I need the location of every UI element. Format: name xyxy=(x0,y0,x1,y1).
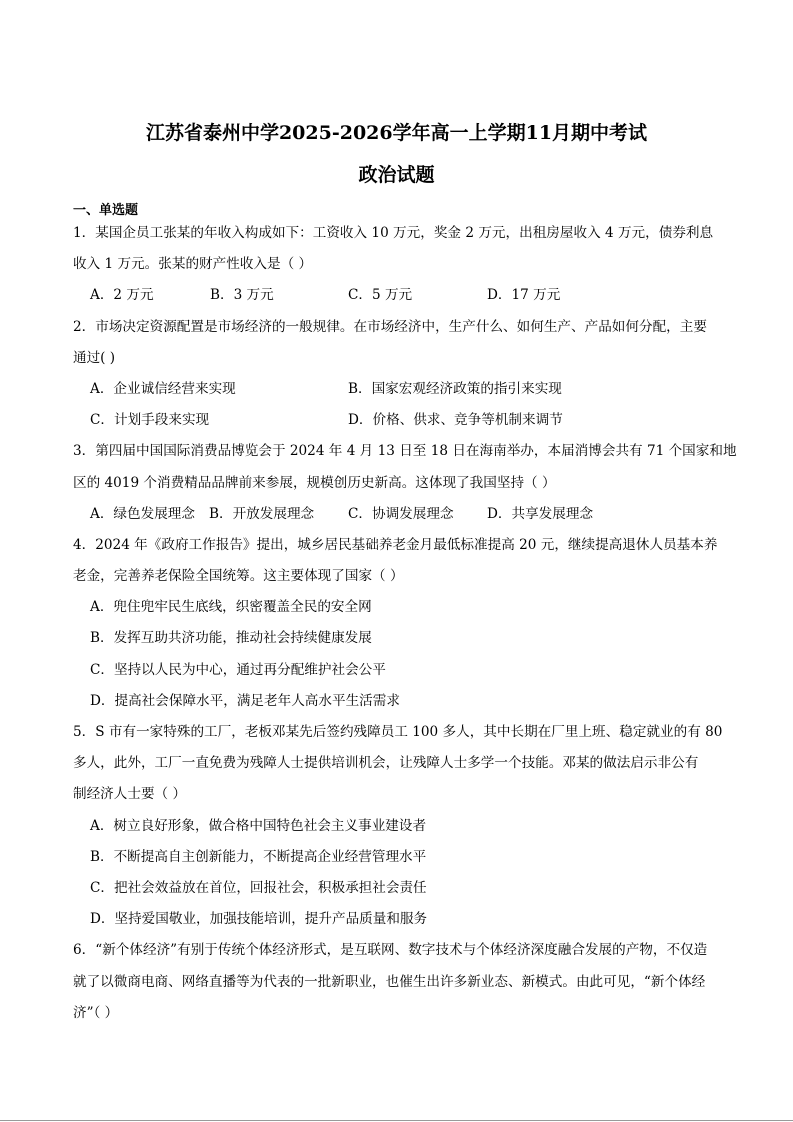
option-A: A．树立良好形象，做合格中国特色社会主义事业建设者 xyxy=(90,817,427,834)
option-C: C．把社会效益放在首位，回报社会，积极承担社会责任 xyxy=(90,879,427,896)
question-2 xyxy=(73,312,723,437)
page-bottom-rule xyxy=(0,1120,793,1121)
option-A: A．企业诚信经营来实现 xyxy=(90,380,236,397)
option-B: B．国家宏观经济政策的指引来实现 xyxy=(348,380,562,397)
question-stem-line: 通过( ) xyxy=(73,349,116,366)
options-row xyxy=(73,811,723,842)
exam-subtitle: 政治试题 xyxy=(358,164,435,186)
options-row xyxy=(73,499,723,530)
question-list xyxy=(73,218,737,1029)
question-stem-line: 1．某国企员工张某的年收入构成如下：工资收入 10 万元，奖金 2 万元，出租房屋收入 4 万元，债券利息 xyxy=(73,225,714,241)
option-B: B．不断提高自主创新能力，不断提高企业经营管理水平 xyxy=(90,848,427,865)
option-B: B．开放发展理念 xyxy=(209,505,315,522)
options-row xyxy=(73,686,723,717)
options-row xyxy=(73,374,723,405)
options-row xyxy=(73,405,723,436)
options-row xyxy=(73,873,723,904)
option-C: C．5 万元 xyxy=(348,287,413,304)
question-stem-line: 老金，完善养老保险全国统筹。这主要体现了国家（ ） xyxy=(73,568,404,585)
section-heading: 一、单选题 xyxy=(73,203,139,218)
option-A: A．兜住兜牢民生底线，织密覆盖全民的安全网 xyxy=(90,599,372,616)
option-D: D．提高社会保障水平，满足老年人高水平生活需求 xyxy=(90,692,400,709)
question-stem-line: 多人，此外，工厂一直免费为残障人士提供培训机会，让残障人士多学一个技能。邓某的做法启示非公有 xyxy=(73,755,699,772)
options-row xyxy=(73,842,723,873)
question-stem-line: 6．“新个体经济”有别于传统个体经济形式，是互联网、数字技术与个体经济深度融合发展的产物，不仅造 xyxy=(73,942,708,959)
option-C: C．协调发展理念 xyxy=(348,505,454,522)
question-stem-line: 2．市场决定资源配置是市场经济的一般规律。在市场经济中，生产什么、如何生产、产品如何分配，主要 xyxy=(73,318,707,335)
option-C: C．坚持以人民为中心，通过再分配维护社会公平 xyxy=(90,661,386,678)
options-row xyxy=(73,592,723,623)
option-A: A．绿色发展理念 xyxy=(90,505,195,522)
question-4 xyxy=(73,530,723,717)
option-B: B．发挥互助共济功能，推动社会持续健康发展 xyxy=(90,630,372,647)
question-stem-line: 收入 1 万元。张某的财产性收入是（ ） xyxy=(73,256,313,273)
option-A: A．2 万元 xyxy=(90,287,154,304)
option-D: D．坚持爱国敬业，加强技能培训，提升产品质量和服务 xyxy=(90,911,428,928)
question-6 xyxy=(73,935,723,1029)
question-1 xyxy=(73,218,723,312)
question-stem-line: 4．2024 年《政府工作报告》提出，城乡居民基础养老金月最低标准提高 20 元，继续提高退休人员基本养 xyxy=(73,536,718,553)
option-D: D．共享发展理念 xyxy=(487,505,594,522)
options-row xyxy=(73,280,723,311)
question-3 xyxy=(73,436,737,530)
question-stem-line: 5．S 市有一家特殊的工厂，老板邓某先后签约残障员工 100 多人，其中长期在厂里上班、稳定就业的有 80 xyxy=(73,724,723,740)
option-B: B．3 万元 xyxy=(210,287,274,304)
options-row xyxy=(73,655,723,686)
exam-title: 江苏省泰州中学2025-2026学年高一上学期11月期中考试 xyxy=(145,122,648,144)
question-stem-line: 济”（ ） xyxy=(73,1004,119,1021)
options-row xyxy=(73,623,723,654)
option-D: D．17 万元 xyxy=(487,287,561,304)
question-stem-line: 就了以微商电商、网络直播等为代表的一批新职业，也催生出许多新业态、新模式。由此可见，“新个体经 xyxy=(73,973,706,990)
question-stem-line: 3．第四届中国国际消费品博览会于 2024 年 4 月 13 日至 18 日在海南举办，本届消博会共有 71 个国家和地 xyxy=(73,443,737,460)
option-D: D．价格、供求、竞争等机制来调节 xyxy=(348,412,563,429)
options-row xyxy=(73,904,723,935)
question-stem-line: 制经济人士要（ ） xyxy=(73,786,187,803)
question-5 xyxy=(73,717,723,935)
question-stem-line: 区的 4019 个消费精品品牌前来参展，规模创历史新高。这体现了我国坚持（ ） xyxy=(73,474,556,491)
option-C: C．计划手段来实现 xyxy=(90,412,210,429)
